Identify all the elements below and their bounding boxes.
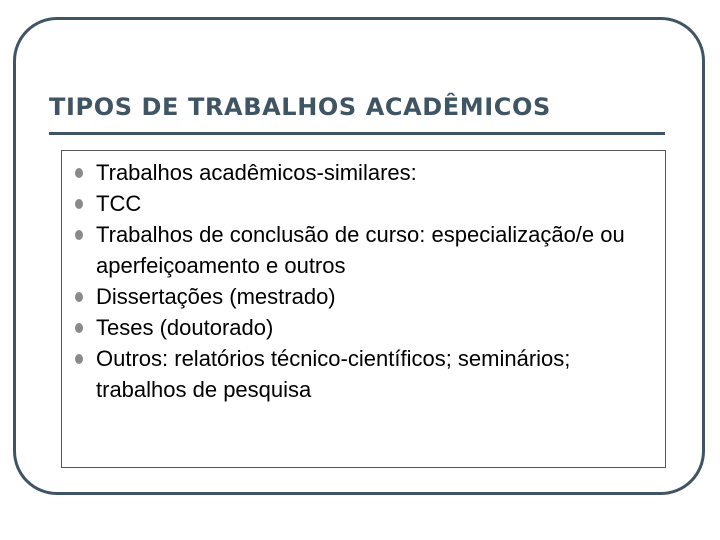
bullet-dot-icon [75,323,83,333]
bullet-text: TCC [96,191,142,216]
list-item [75,343,660,405]
list-item [75,188,660,219]
bullet-text: Trabalhos de conclusão de curso: especialização/e ou aperfeiçoamento e outros [96,222,625,278]
slide-title: TIPOS DE TRABALHOS ACADÊMICOS [49,93,551,121]
bullet-text: Dissertações (mestrado) [96,284,336,309]
content-box [61,150,666,468]
bullet-dot-icon [75,199,83,209]
bullet-dot-icon [75,230,83,240]
bullet-text: Trabalhos acadêmicos-similares: [96,160,417,185]
bullet-text: Outros: relatórios técnico-científicos; seminários; trabalhos de pesquisa [96,346,571,402]
list-item [75,312,660,343]
list-item [75,281,660,312]
list-item [75,219,660,281]
bullet-dot-icon [75,354,83,364]
bullet-dot-icon [75,168,83,178]
title-underline [49,132,665,135]
bullet-text: Teses (doutorado) [96,315,274,340]
bullet-list [75,157,660,405]
list-item [75,157,660,188]
bullet-dot-icon [75,292,83,302]
